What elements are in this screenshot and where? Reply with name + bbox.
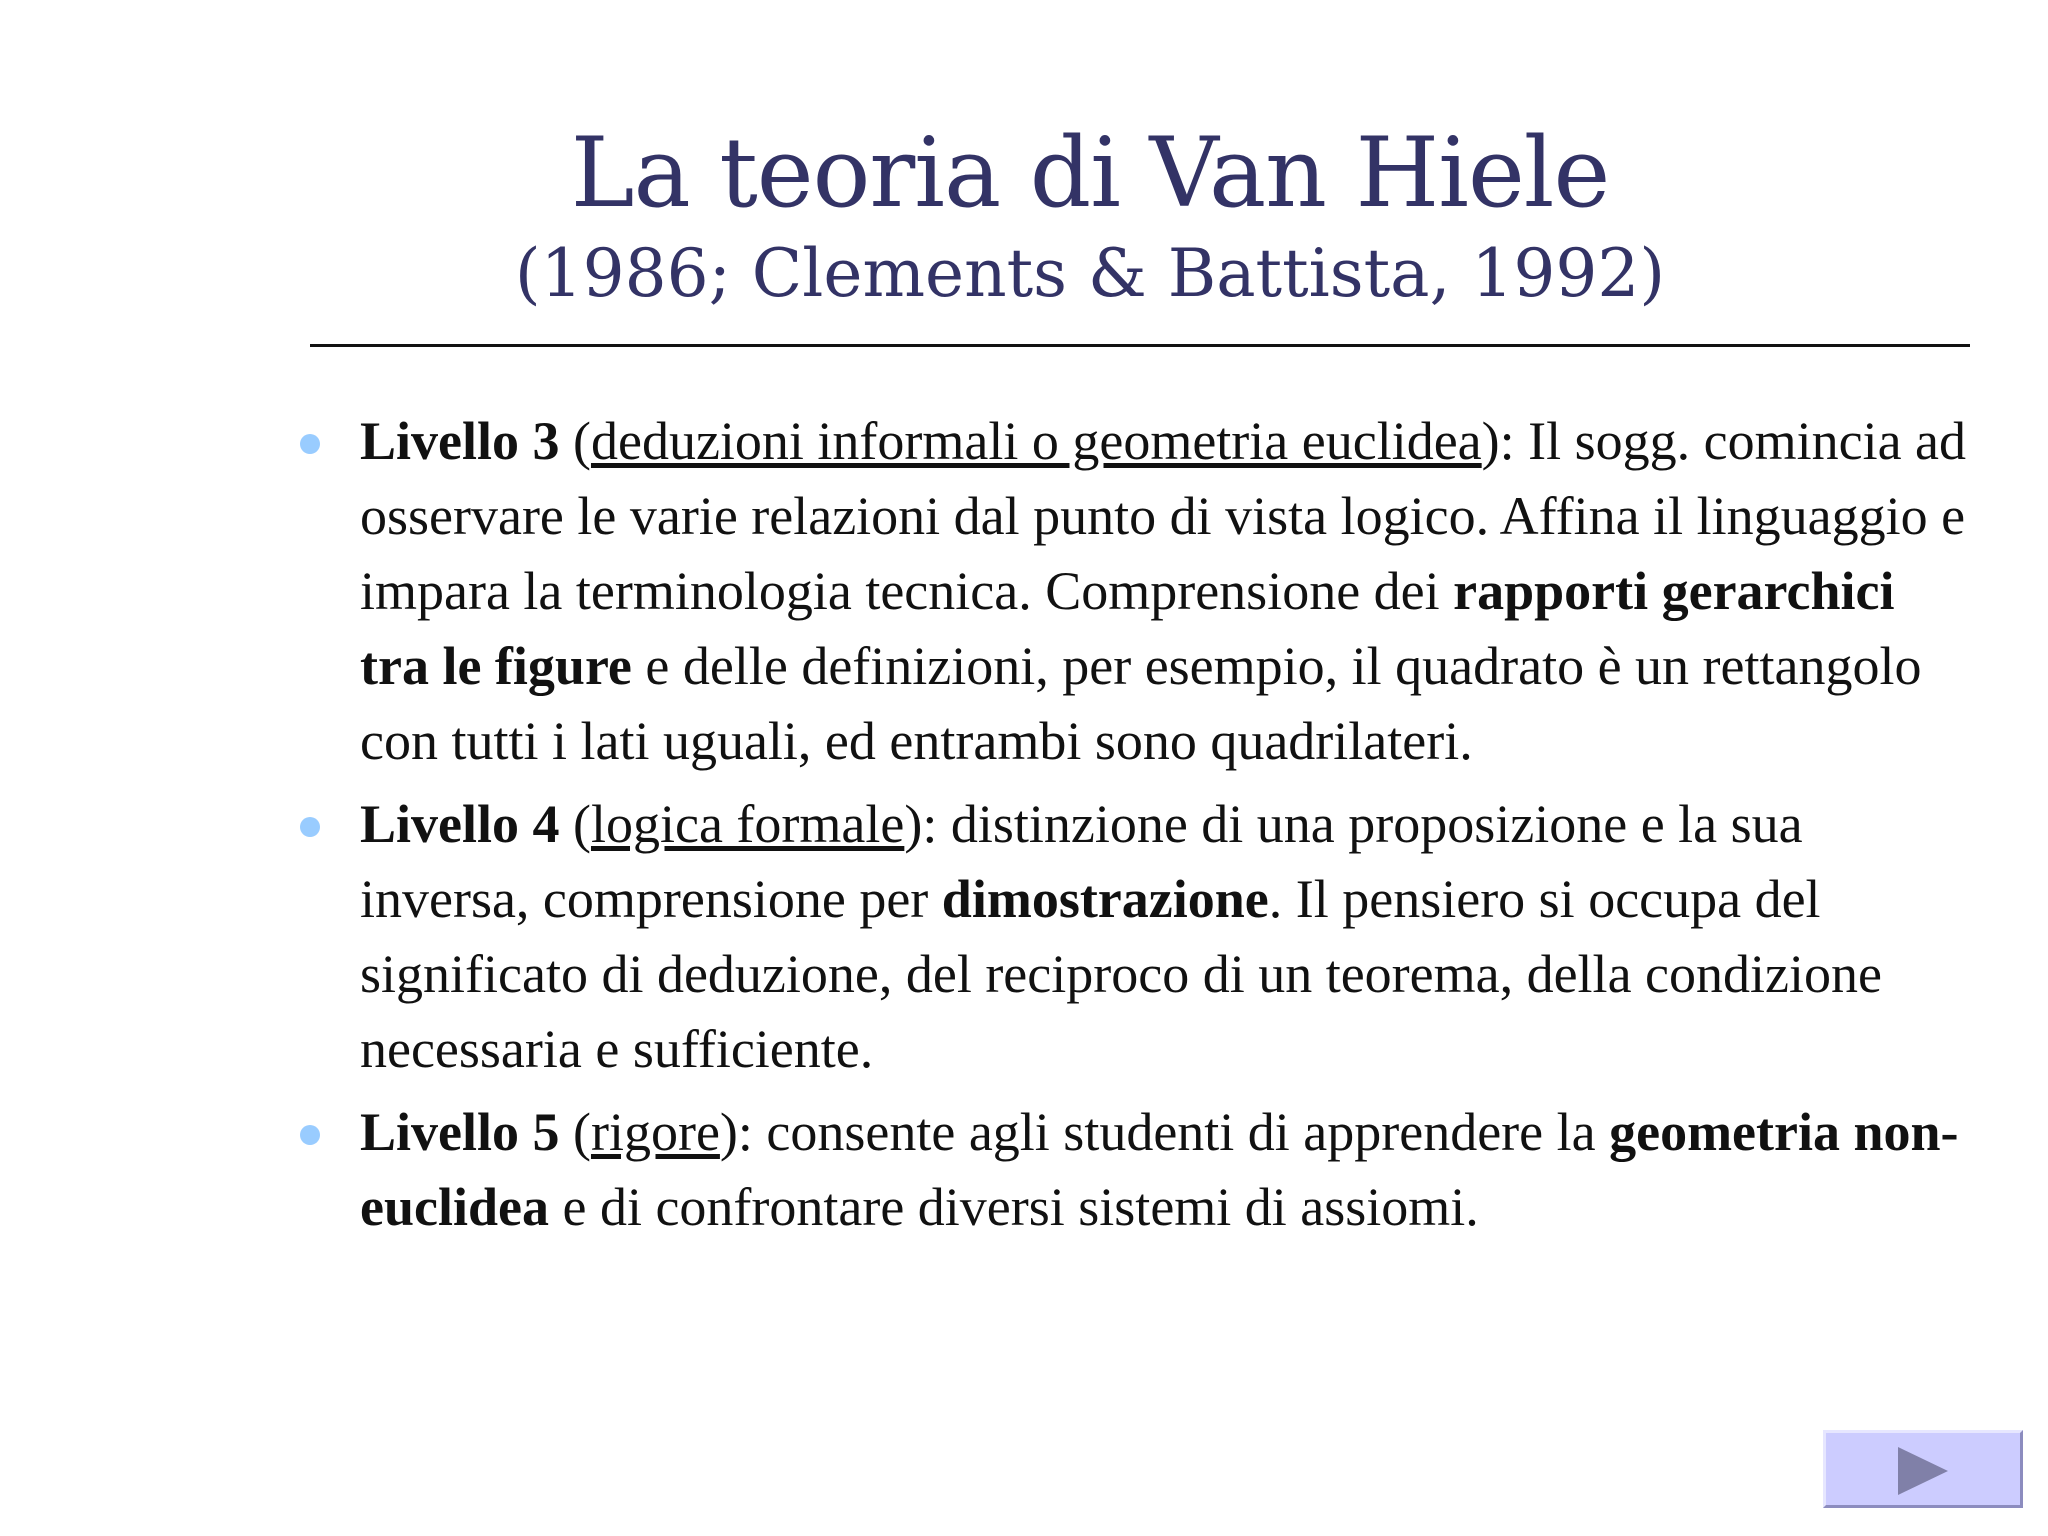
bullet-level-label: Livello 5 [360,1102,560,1162]
bullet-text: ): distinzione di una proposizione e la sua inversa, comprensione per [360,794,1803,929]
bullet-dot-icon [300,1125,320,1145]
bullet-level-4 [290,787,1970,1087]
bullet-text-tail: e di confrontare diversi sistemi di assiomi. [548,1177,1479,1237]
bullet-text: ): Il sogg. comincia ad osservare le varie relazioni dal punto di vista logico. Affina il linguaggio e impara la terminologia tecnica. Comprensione dei [360,411,1967,621]
bullet-paren: ( [559,1102,591,1162]
bullet-paren: ( [559,794,591,854]
bullet-text: ): consente agli studenti di apprendere la [719,1102,1610,1162]
bullet-list [290,404,1970,1253]
bullet-term: rigore [590,1102,720,1162]
bullet-text-tail: . Il pensiero si occupa del significato di deduzione, del reciproco di un teorema, della condizione necessaria e sufficiente. [360,869,1882,1079]
bullet-paren: ( [559,411,591,471]
play-arrow-icon [1898,1447,1948,1495]
next-slide-button[interactable] [1823,1430,2023,1508]
title-divider [310,344,1970,347]
bullet-level-3 [290,404,1970,779]
slide-subtitle: (1986; Clements & Battista, 1992) [514,235,1666,312]
bullet-emphasis: geometria non-euclidea [360,1102,1959,1237]
bullet-dot-icon [300,434,320,454]
bullet-term: deduzioni informali o geometria euclidea [590,411,1482,471]
slide-title: La teoria di Van Hiele [570,117,1610,229]
bullet-dot-icon [300,817,320,837]
bullet-emphasis: rapporti gerarchici tra le figure [360,561,1895,696]
bullet-emphasis: dimostrazione [941,869,1269,929]
bullet-level-label: Livello 4 [360,794,560,854]
bullet-term: logica formale [590,794,905,854]
bullet-text-tail: e delle definizioni, per esempio, il quadrato è un rettangolo con tutti i lati uguali, ed entrambi sono quadrilateri. [360,636,1922,771]
bullet-level-label: Livello 3 [360,411,560,471]
bullet-level-5 [290,1095,1970,1245]
